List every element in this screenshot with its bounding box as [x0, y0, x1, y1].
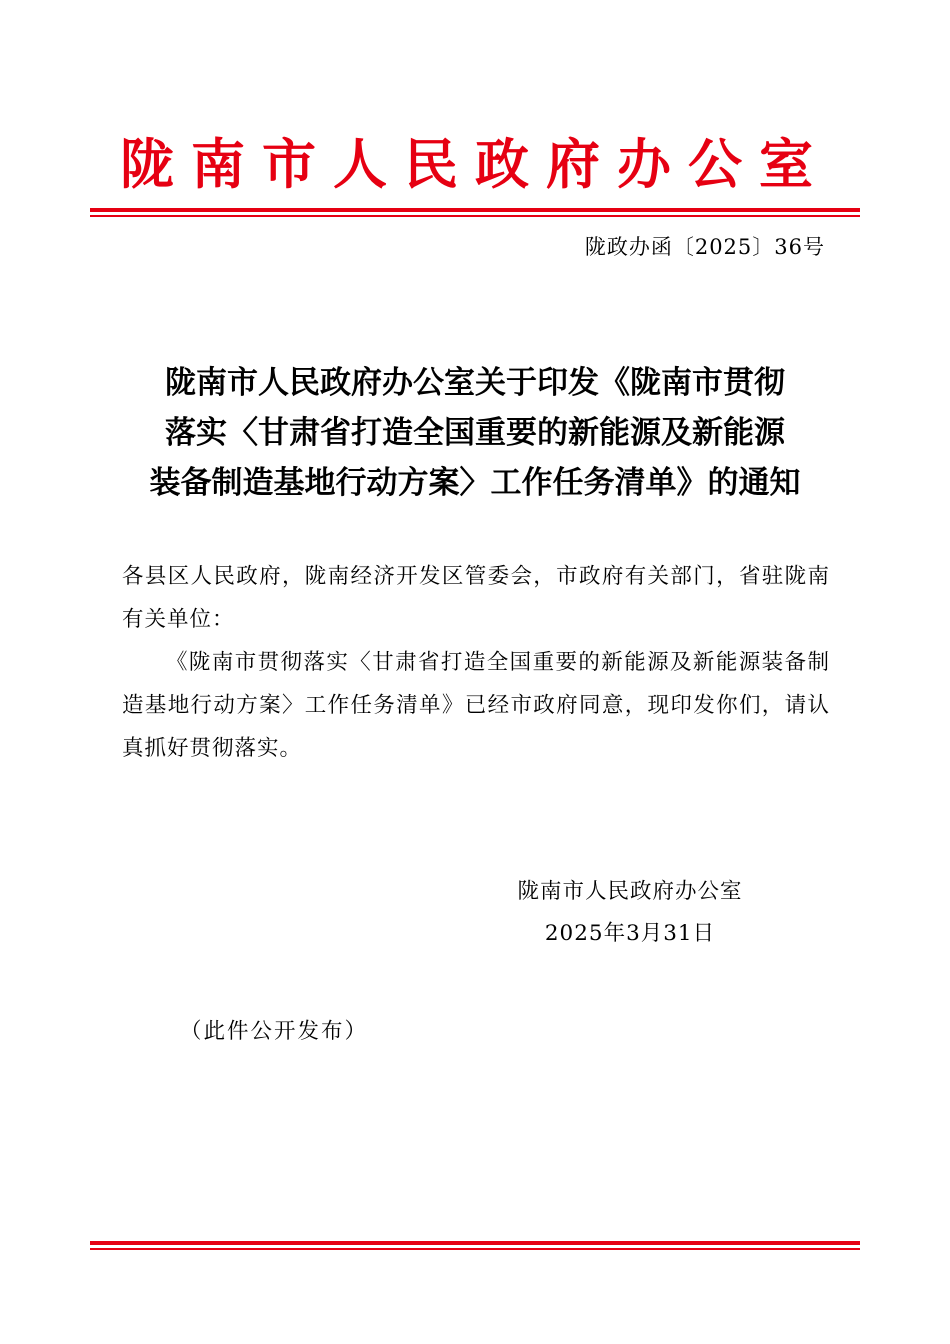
addressee-text: 各县区人民政府，陇南经济开发区管委会，市政府有关部门，省驻陇南有关单位：: [122, 564, 830, 632]
footer-red-rule-thin: [90, 1248, 860, 1250]
public-release-note: （此件公开发布）: [180, 1019, 369, 1044]
issue-date: 2025年3月31日: [544, 921, 716, 946]
document-number: 陇政办函〔2025〕36号: [584, 235, 825, 259]
footer-red-rule-thick: [90, 1241, 860, 1245]
letterhead-red-rule-thin: [90, 215, 860, 217]
body-paragraph: 《陇南市贯彻落实〈甘肃省打造全国重要的新能源及新能源装备制造基地行动方案〉工作任务清单》已经市政府同意，现印发你们，请认真抓好贯彻落实。: [122, 650, 830, 761]
document-title: [115, 358, 835, 508]
letterhead-title: 陇南市人民政府办公室: [120, 133, 830, 196]
letterhead-red-rule-thick: [90, 208, 860, 212]
document-title-line: 陇南市人民政府办公室关于印发《陇南市贯彻: [165, 365, 785, 401]
document-title-line: 装备制造基地行动方案〉工作任务清单》的通知: [149, 465, 801, 501]
document-title-line: 落实〈甘肃省打造全国重要的新能源及新能源: [165, 415, 785, 451]
signature-block: [480, 871, 780, 955]
issuer-name: 陇南市人民政府办公室: [517, 879, 743, 904]
